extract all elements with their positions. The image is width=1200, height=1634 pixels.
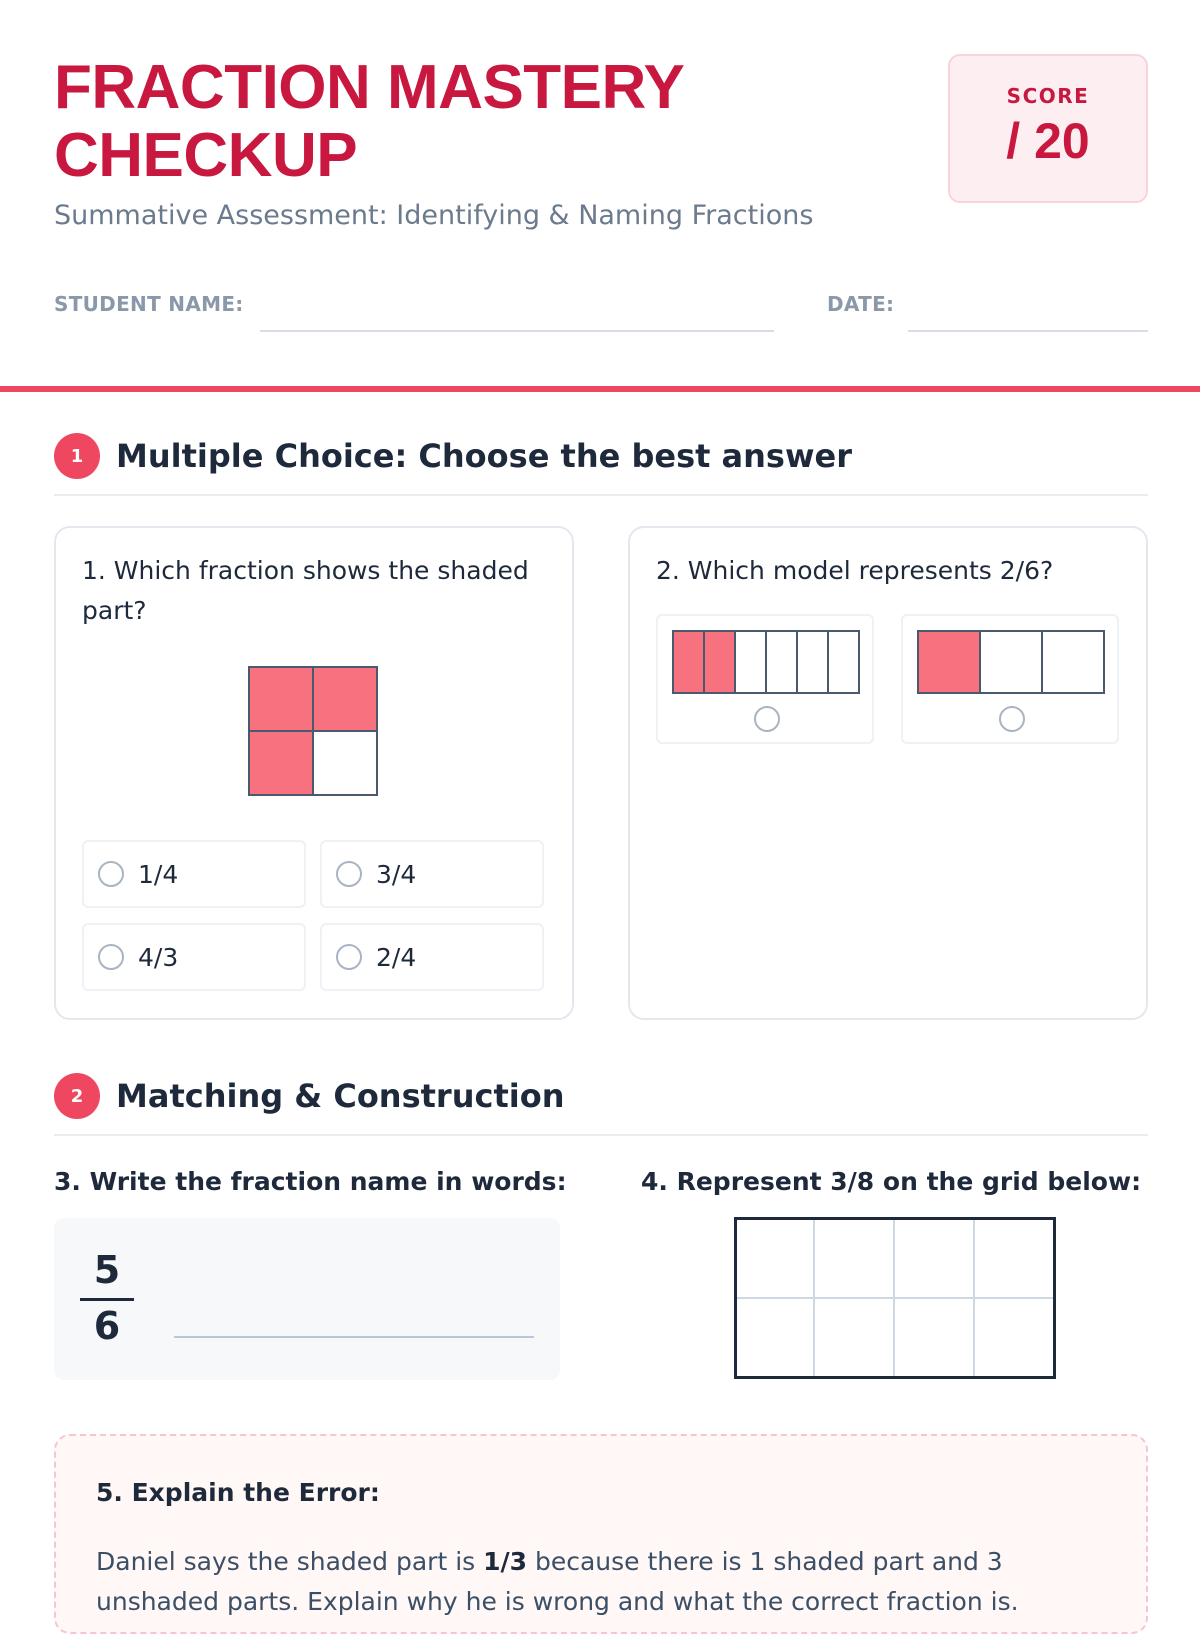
radio-icon[interactable] bbox=[98, 861, 124, 887]
q2a-part-5 bbox=[797, 631, 828, 693]
q5-body-end: because there is 1 shaded part and 3 unshaded parts. Explain why he is wrong and what the correct fraction is. bbox=[96, 1547, 1019, 1616]
q2b-part-1 bbox=[918, 631, 980, 693]
section-1-rule bbox=[54, 494, 1148, 496]
question-4-text: 4. Represent 3/8 on the grid below: bbox=[641, 1167, 1142, 1196]
question-5-title: 5. Explain the Error: bbox=[96, 1478, 380, 1507]
q1-option-b-label: 3/4 bbox=[376, 859, 417, 889]
section-2-header bbox=[54, 1072, 564, 1120]
question-4-grid[interactable] bbox=[734, 1217, 1056, 1379]
score-value: / 20 bbox=[1006, 113, 1090, 169]
radio-icon[interactable] bbox=[754, 706, 780, 732]
q1-option-a[interactable] bbox=[82, 840, 306, 908]
student-name-field[interactable] bbox=[260, 330, 774, 332]
q2b-part-2 bbox=[980, 631, 1042, 693]
title-line-1: FRACTION MASTERY bbox=[54, 53, 685, 122]
q2-model-b-bar bbox=[917, 630, 1107, 694]
date-field[interactable] bbox=[908, 330, 1148, 332]
fraction-denominator: 6 bbox=[93, 1304, 121, 1348]
q1-option-b[interactable] bbox=[320, 840, 544, 908]
question-5-body bbox=[96, 1542, 1116, 1622]
question-3-text: 3. Write the fraction name in words: bbox=[54, 1167, 567, 1196]
q2-model-a-bar bbox=[672, 630, 862, 694]
q1-option-a-label: 1/4 bbox=[138, 859, 179, 889]
q5-body-start: Daniel says the shaded part is bbox=[96, 1547, 484, 1576]
radio-icon[interactable] bbox=[98, 944, 124, 970]
page-title bbox=[54, 54, 854, 190]
q2a-part-3 bbox=[735, 631, 766, 693]
title-line-2: CHECKUP bbox=[54, 121, 358, 190]
section-2-rule bbox=[54, 1134, 1148, 1136]
q1-model-part-1 bbox=[249, 667, 313, 731]
date-label: DATE: bbox=[827, 292, 895, 316]
q1-model-part-2 bbox=[313, 667, 377, 731]
q1-model-part-4 bbox=[313, 731, 377, 795]
q2a-part-4 bbox=[766, 631, 797, 693]
radio-icon[interactable] bbox=[336, 861, 362, 887]
fraction-bar bbox=[80, 1298, 134, 1301]
header-divider bbox=[0, 386, 1200, 392]
q2a-part-1 bbox=[673, 631, 704, 693]
q1-option-d[interactable] bbox=[320, 923, 544, 991]
page-subtitle: Summative Assessment: Identifying & Naming Fractions bbox=[54, 200, 814, 231]
section-1-title: Multiple Choice: Choose the best answer bbox=[116, 437, 853, 475]
q1-option-c[interactable] bbox=[82, 923, 306, 991]
q2a-part-2 bbox=[704, 631, 735, 693]
section-1-header bbox=[54, 432, 852, 480]
question-1-text: 1. Which fraction shows the shaded part? bbox=[82, 556, 529, 625]
q1-option-d-label: 2/4 bbox=[376, 942, 417, 972]
q5-body-bold: 1/3 bbox=[483, 1547, 528, 1576]
score-box bbox=[948, 54, 1148, 203]
question-2-text: 2. Which model represents 2/6? bbox=[656, 556, 1054, 585]
q2a-part-6 bbox=[828, 631, 859, 693]
question-2-card bbox=[628, 526, 1148, 1020]
student-name-label: STUDENT NAME: bbox=[54, 292, 244, 316]
question-1-model bbox=[248, 666, 380, 798]
radio-icon[interactable] bbox=[999, 706, 1025, 732]
question-3-answer-line[interactable] bbox=[174, 1336, 534, 1338]
fraction-numerator: 5 bbox=[93, 1248, 121, 1292]
q2b-part-3 bbox=[1042, 631, 1104, 693]
q1-option-c-label: 4/3 bbox=[138, 942, 179, 972]
section-2-title: Matching & Construction bbox=[116, 1077, 565, 1115]
section-1-badge: 1 bbox=[54, 433, 100, 479]
q1-model-part-3 bbox=[249, 731, 313, 795]
radio-icon[interactable] bbox=[336, 944, 362, 970]
q2-model-option-a[interactable] bbox=[656, 614, 874, 744]
q2-model-option-b[interactable] bbox=[901, 614, 1119, 744]
score-label: SCORE bbox=[1006, 84, 1090, 108]
section-2-badge: 2 bbox=[54, 1073, 100, 1119]
